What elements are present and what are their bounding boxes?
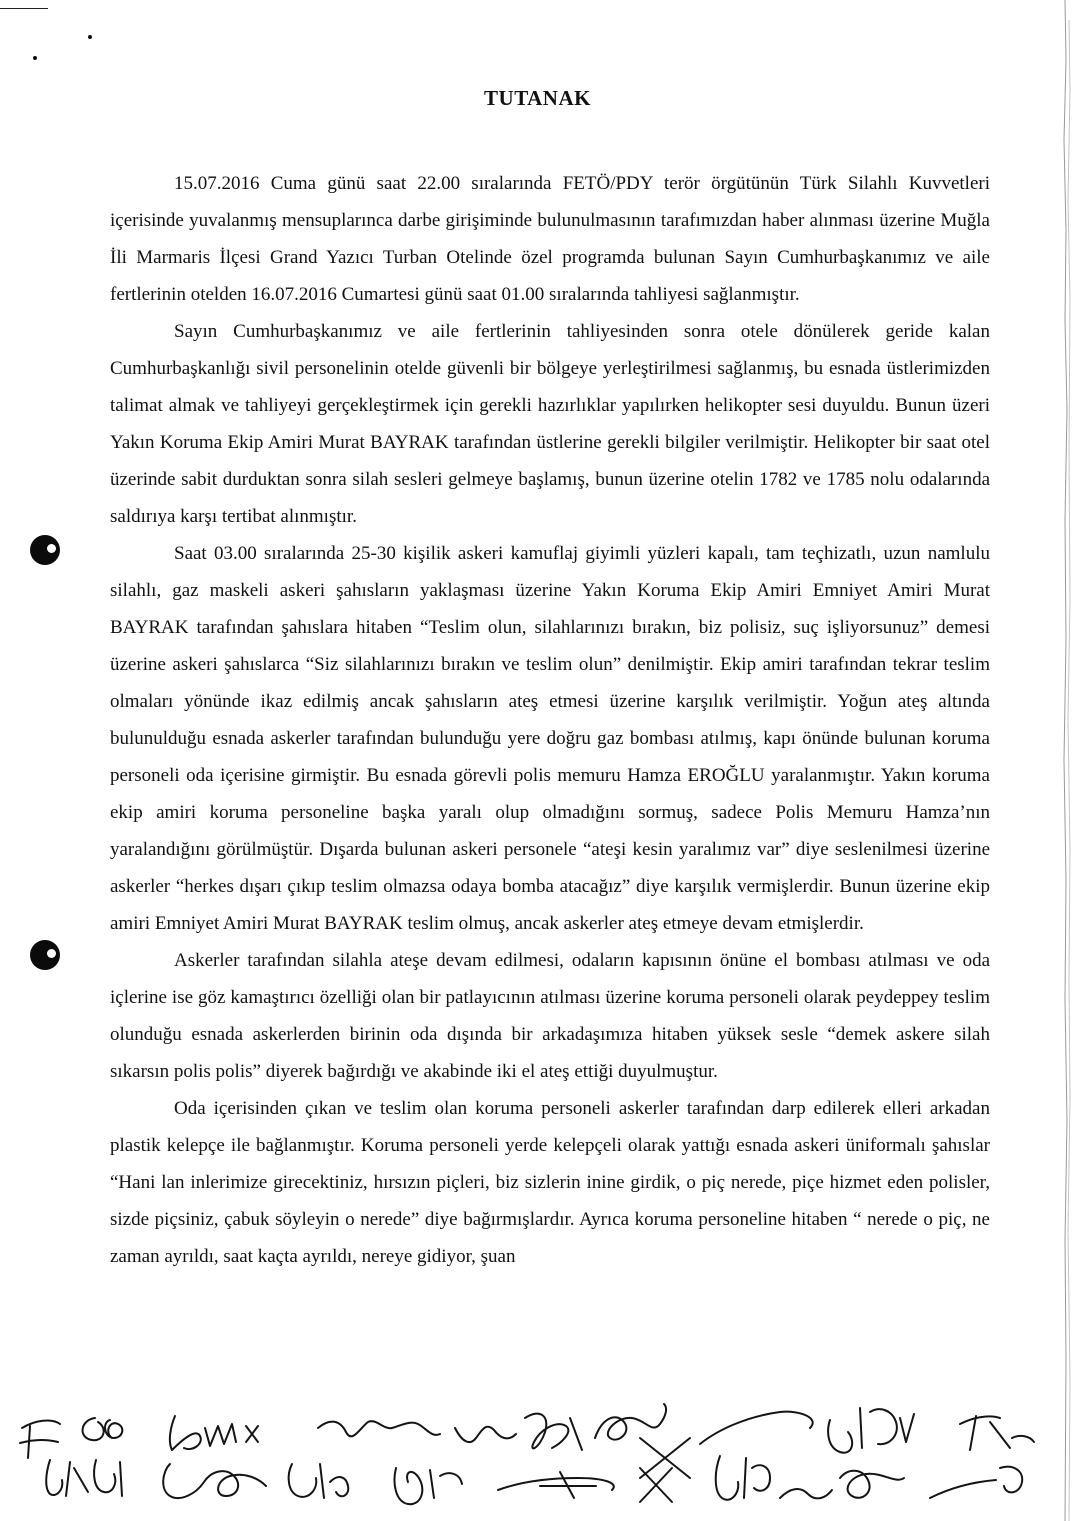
signature xyxy=(20,1421,60,1458)
signature xyxy=(640,1468,672,1502)
paragraph-1: 15.07.2016 Cuma günü saat 22.00 sıralarında FETÖ/PDY terör örgütünün Türk Silahlı Kuvvetleri içerisinde yuvalanmış mensuplarınca darbe girişiminde bulunulmasının tarafımızdan haber alınması üzerine Muğla İli Marmaris İlçesi Grand Yazıcı Turban Otelinde özel programda bulunan Sayın Cumhurbaşkanımız ve aile fertlerinin otelden 16.07.2016 Cumartesi günü saat 01.00 sıralarında tahliyesi sağlanmıştır. xyxy=(110,173,990,305)
signature xyxy=(83,1418,123,1440)
signature xyxy=(960,1416,1034,1450)
document-body xyxy=(110,165,990,1275)
signature xyxy=(828,1408,914,1453)
paragraph-5: Oda içerisinden çıkan ve teslim olan koruma personeli askerler tarafından darp edilerek elleri arkadan plastik kelepçe ile bağlanmıştır. Koruma personeli yerde kelepçeli olarak yattığı esnada askeri üniformalı şahıslar “Hani lan inlerimize girecektiniz, hırsızın piçleri, biz sizlerin inine girdik, o piç nerede, piçe hizmet eden polisler, sizde piçsiniz, çabuk söyleyin o nerede” diye bağırmışlardır. Ayrıca koruma personeline hitaben “ nerede o piç, ne zaman ayrıldı, saat kaçta ayrıldı, nereye gidiyor, şuan xyxy=(110,1098,990,1267)
signature xyxy=(930,1467,1022,1498)
punch-hole xyxy=(30,535,60,565)
signature xyxy=(395,1468,463,1504)
scan-edge-noise xyxy=(1058,0,1072,1521)
scan-speck xyxy=(33,56,37,60)
scan-speck xyxy=(88,35,92,39)
paragraph-4: Askerler tarafından silahla ateşe devam edilmesi, odaların kapısının önüne el bombası atılması ve oda içlerine ise göz kamaştırıcı özelliği olan bir patlayıcının atılması üzerine koruma personeli olarak peydeрpey teslim olunduğu esnada askerlerden birinin oda dışında bir arkadaşımıza hitaben yüksek sesle “demek askere silah sıkarsın polis polis” diyerek bağırdığı ve akabinde iki el ateş ettiği duyulmuştur. xyxy=(110,950,990,1082)
signature xyxy=(46,1460,122,1496)
signature xyxy=(163,1464,266,1498)
signature xyxy=(840,1471,904,1498)
signature xyxy=(455,1427,516,1442)
signature xyxy=(700,1412,813,1444)
signature xyxy=(289,1464,349,1498)
signature xyxy=(595,1404,690,1478)
signature xyxy=(525,1414,582,1450)
signature-block xyxy=(0,1398,1075,1521)
signature xyxy=(318,1421,440,1436)
punch-hole xyxy=(30,940,60,970)
paragraph-2: Sayın Cumhurbaşkanımız ve aile fertlerinin tahliyesinden sonra otele dönülerek geride kalan Cumhurbaşkanlığı sivil personelinin otelde güvenli bir bölgeye yerleştirilmesi sağlanmış, bu esnada üstlerimizden talimat almak ve tahliyeyi gerçekleştirmek için gerekli hazırlıklar yapılırken helikopter sesi duyuldu. Bunun üzeri Yakın Koruma Ekip Amiri Murat BAYRAK tarafından üstlerine gerekli bilgiler verilmiştir. Helikopter bir saat otel üzerinde sabit durduktan sonra silah sesleri gelmeye başlamış, bunun üzerine otelin 1782 ve 1785 nolu odalarında saldırıya karşı tertibat alınmıştır. xyxy=(110,321,990,527)
signature xyxy=(498,1472,614,1498)
signature xyxy=(780,1489,832,1498)
paragraph-3: Saat 03.00 sıralarında 25-30 kişilik askeri kamuflaj giyimli yüzleri kapalı, tam teçhizatlı, uzun namlulu silahlı, gaz maskeli askeri şahısların yaklaşması üzerine Yakın Koruma Ekip Amiri Emniyet Amiri Murat BAYRAK tarafından şahıslara hitaben “Teslim olun, silahlarınızı bırakın, biz polisiz, suç işliyorsunuz” demesi üzerine askeri şahıslarca “Siz silahlarınızı bırakın ve teslim olun” denilmiştir. Ekip amiri tarafından tekrar teslim olmaları yönünde ikaz edilmiş ancak şahısların ateş etmesi üzerine karşılık verilmiştir. Yoğun ateş altında bulunulduğu esnada askerler tarafından bulunduğu yere doğru gaz bombası atılmış, kapı önünde bulunan koruma personeli oda içerisine girmiştir. Bu esnada görevli polis memuru Hamza EROĞLU yaralanmıştır. Yakın koruma ekip amiri koruma personeline başka yaralı olup olmadığını sormuş, sadece Polis Memuru Hamza’nın yaralandığını görülmüştür. Dışarda bulunan askeri personele “ateşi kesin yaralımız var” diye seslenilmesi üzerine askerler “herkes dışarı çıkıp teslim olmazsa odaya bomba atacağız” diye karşılık vermişlerdir. Bunun üzerine ekip amiri Emniyet Amiri Murat BAYRAK teslim olmuş, ancak askerler ateş etmeye devam etmişlerdir. xyxy=(110,543,990,934)
signature xyxy=(170,1416,258,1450)
document-title: TUTANAK xyxy=(484,86,591,110)
scan-corner-rule xyxy=(0,8,48,9)
signature xyxy=(716,1456,770,1500)
